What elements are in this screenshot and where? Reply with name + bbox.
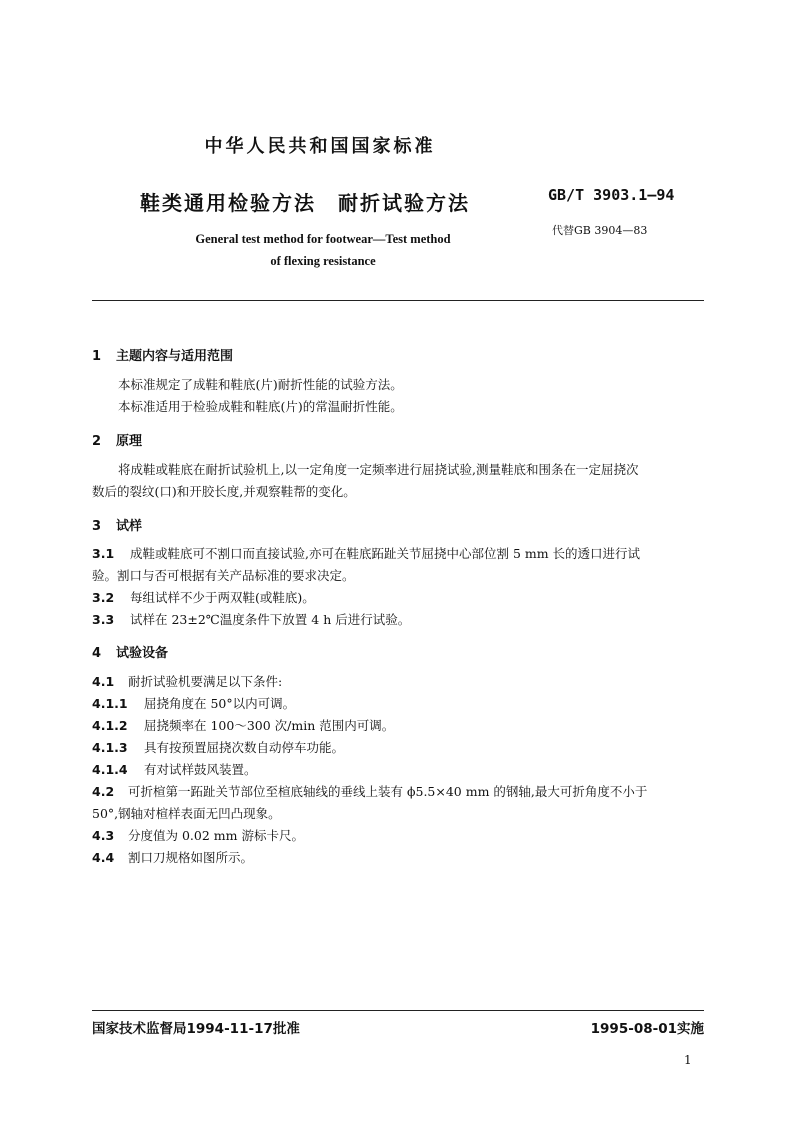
clause-number: 4.3 xyxy=(92,828,115,843)
clause-3-1-line1 xyxy=(92,545,640,563)
section-title: 主题内容与适用范围 xyxy=(116,349,234,364)
section-number: 4 xyxy=(92,646,102,661)
section-number: 2 xyxy=(92,434,102,449)
standard-code: GB/T 3903.1—94 xyxy=(548,186,675,204)
replaces-note: 代替GB 3904—83 xyxy=(552,224,648,237)
footer-divider xyxy=(92,1010,704,1011)
clause-number: 3.3 xyxy=(92,612,115,627)
section-title: 试样 xyxy=(116,519,143,534)
approval-note: 国家技术监督局1994-11-17批准 xyxy=(92,1021,300,1037)
clause-number: 3.2 xyxy=(92,590,115,605)
clause-text: 具有按预置屈挠次数自动停车功能。 xyxy=(144,740,345,755)
document-title xyxy=(140,187,470,216)
clause-text: 可折楦第一跖趾关节部位至楦底轴线的垂线上装有 ϕ5.5×40 mm 的钢轴,最大可折角度不小于 xyxy=(128,784,648,799)
clause-4-2-line1 xyxy=(92,783,647,801)
title-part2: 耐折试验方法 xyxy=(338,191,470,215)
clause-4-1-2 xyxy=(92,717,394,735)
clause-3-1-line2: 验。割口与否可根据有关产品标准的要求决定。 xyxy=(92,568,355,583)
clause-text: 屈挠角度在 50°以内可调。 xyxy=(144,696,296,711)
section-1-para-2: 本标准适用于检验成鞋和鞋底(片)的常温耐折性能。 xyxy=(118,399,403,414)
clause-text: 割口刀规格如图所示。 xyxy=(128,850,254,865)
clause-4-1-4 xyxy=(92,761,257,779)
clause-text: 试样在 23±2℃温度条件下放置 4 h 后进行试验。 xyxy=(130,612,411,627)
header-divider xyxy=(92,300,704,301)
clause-text: 屈挠频率在 100～300 次/min 范围内可调。 xyxy=(144,718,395,733)
effective-date: 1995-08-01实施 xyxy=(590,1021,704,1037)
clause-4-4 xyxy=(92,849,253,867)
section-1-heading xyxy=(92,345,233,364)
clause-4-1 xyxy=(92,673,282,691)
title-part1: 鞋类通用检验方法 xyxy=(140,191,316,215)
clause-number: 4.1.4 xyxy=(92,762,128,777)
clause-4-1-1 xyxy=(92,695,295,713)
page-number: 1 xyxy=(684,1053,692,1067)
english-title-line1: General test method for footwear—Test method xyxy=(195,232,451,246)
clause-4-2-line2: 50°,钢轴对楦样表面无凹凸现象。 xyxy=(92,806,281,821)
section-1-para-1: 本标准规定了成鞋和鞋底(片)耐折性能的试验方法。 xyxy=(118,377,403,392)
clause-3-2 xyxy=(92,589,315,607)
clause-text: 分度值为 0.02 mm 游标卡尺。 xyxy=(128,828,304,843)
section-number: 1 xyxy=(92,349,102,364)
clause-number: 4.1.1 xyxy=(92,696,128,711)
clause-number: 4.2 xyxy=(92,784,115,799)
clause-text: 有对试样鼓风装置。 xyxy=(144,762,257,777)
clause-number: 3.1 xyxy=(92,546,115,561)
english-title-line2: of flexing resistance xyxy=(270,254,376,268)
section-number: 3 xyxy=(92,519,102,534)
section-2-para-line2: 数后的裂纹(口)和开胶长度,并观察鞋帮的变化。 xyxy=(92,484,356,499)
clause-number: 4.4 xyxy=(92,850,115,865)
clause-number: 4.1.2 xyxy=(92,718,128,733)
clause-4-1-3 xyxy=(92,739,344,757)
clause-number: 4.1 xyxy=(92,674,115,689)
clause-3-3 xyxy=(92,611,410,629)
clause-4-3 xyxy=(92,827,304,845)
section-2-para-line1: 将成鞋或鞋底在耐折试验机上,以一定角度一定频率进行屈挠试验,测量鞋底和围条在一定屈挠次 xyxy=(118,462,639,477)
section-2-heading xyxy=(92,430,142,449)
national-standard-heading: 中华人民共和国国家标准 xyxy=(204,136,436,157)
section-4-heading xyxy=(92,642,168,661)
clause-text: 成鞋或鞋底可不割口而直接试验,亦可在鞋底跖趾关节屈挠中心部位割 5 mm 长的透口进行试 xyxy=(130,546,641,561)
clause-text: 每组试样不少于两双鞋(或鞋底)。 xyxy=(130,590,315,605)
section-title: 原理 xyxy=(116,434,143,449)
section-3-heading xyxy=(92,515,142,534)
clause-number: 4.1.3 xyxy=(92,740,128,755)
clause-text: 耐折试验机要满足以下条件: xyxy=(128,674,283,689)
section-title: 试验设备 xyxy=(116,646,169,661)
